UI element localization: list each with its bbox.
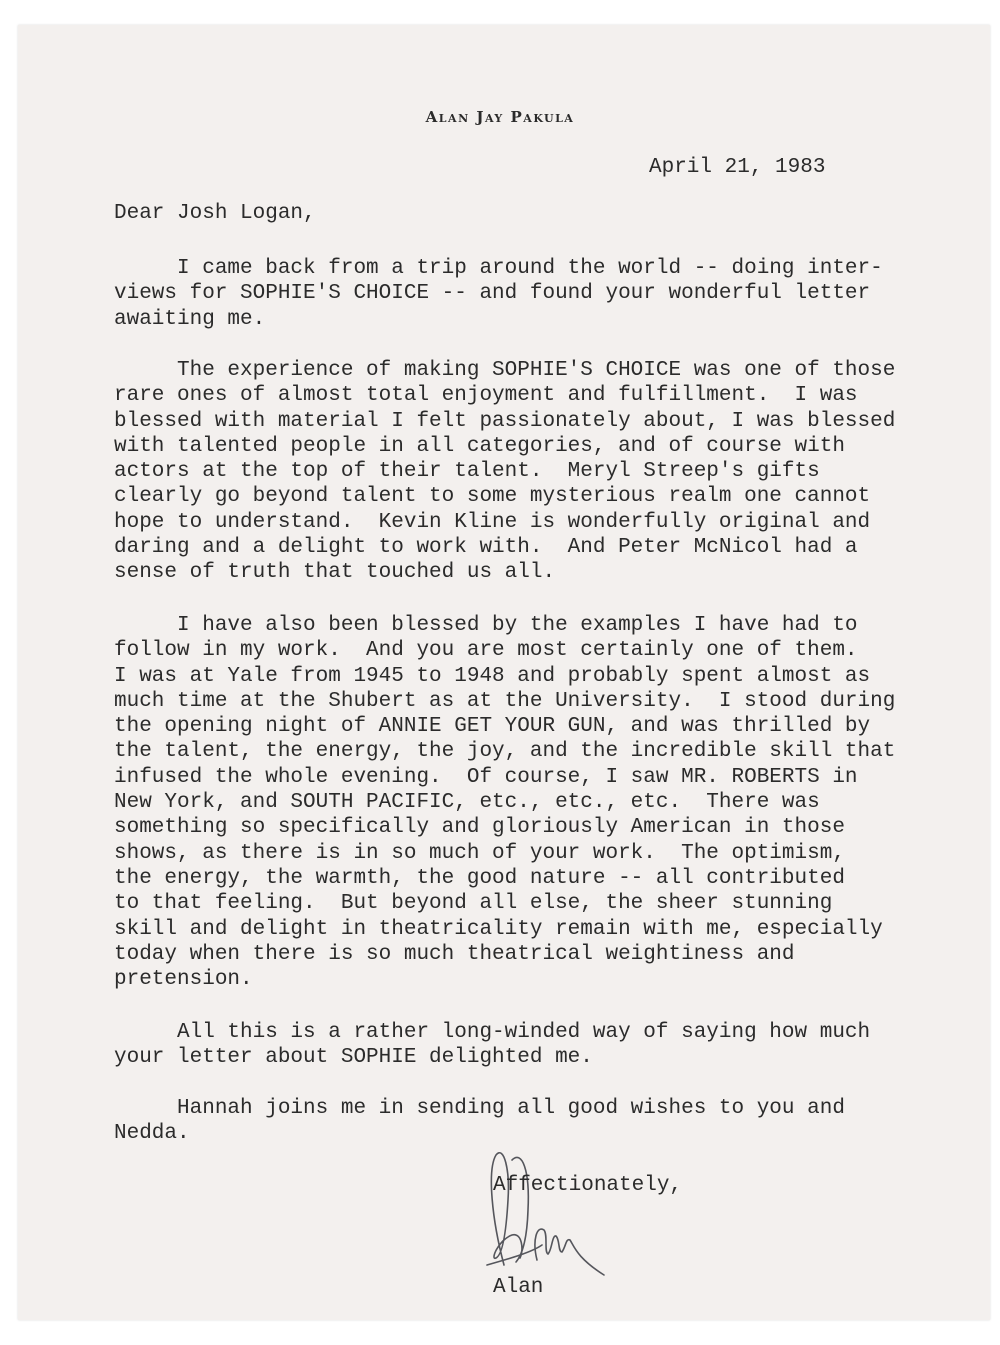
text-line: sense of truth that touched us all. (114, 561, 556, 585)
text-line: hope to understand. Kevin Kline is wonderfully original and (114, 510, 871, 534)
signed-name: Alan (493, 1276, 544, 1299)
text-line: skill and delight in theatricality remain with me, especially (114, 917, 883, 941)
text-line: I have also been blessed by the examples I have had to (114, 614, 858, 637)
handwritten-signature (482, 1140, 622, 1290)
text-line: I was at Yale from 1945 to 1948 and probably spent almost as (114, 664, 871, 688)
paragraph-2 (114, 358, 895, 586)
text-line: much time at the Shubert as at the University. I stood during (114, 689, 896, 713)
letterhead: Alan Jay Pakula (425, 108, 575, 126)
text-line: blessed with material I felt passionately about, I was blessed (114, 409, 896, 433)
text-line: shows, as there is in so much of your work. The optimism, (114, 841, 845, 865)
text-line: something so specifically and gloriously American in those (114, 816, 845, 840)
paragraph-4 (114, 1020, 870, 1071)
text-line: actors at the top of their talent. Meryl Streep's gifts (114, 460, 820, 484)
text-line: pretension. (114, 968, 253, 992)
paragraph-3 (114, 613, 895, 992)
letter-date: April 21, 1983 (649, 156, 826, 179)
text-line: with talented people in all categories, and of course with (114, 434, 845, 458)
text-line: New York, and SOUTH PACIFIC, etc., etc., etc. There was (114, 791, 820, 815)
text-line: rare ones of almost total enjoyment and fulfillment. I was (114, 384, 858, 408)
text-line: infused the whole evening. Of course, I saw MR. ROBERTS in (114, 765, 858, 789)
text-line: follow in my work. And you are most certainly one of them. (114, 639, 858, 663)
text-line: Nedda. (114, 1122, 190, 1146)
text-line: the energy, the warmth, the good nature -- all contributed (114, 866, 845, 890)
text-line: to that feeling. But beyond all else, the sheer stunning (114, 892, 833, 916)
text-line: your letter about SOPHIE delighted me. (114, 1046, 593, 1070)
text-line: awaiting me. (114, 307, 266, 331)
text-line: Hannah joins me in sending all good wishes to you and (114, 1097, 845, 1120)
text-line: the talent, the energy, the joy, and the incredible skill that (114, 740, 896, 764)
text-line: All this is a rather long-winded way of saying how much (114, 1021, 871, 1044)
closing: Affectionately, (493, 1174, 683, 1197)
text-line: today when there is so much theatrical weightiness and (114, 942, 795, 966)
paragraph-5 (114, 1096, 845, 1147)
paragraph-1 (114, 256, 883, 332)
text-line: daring and a delight to work with. And Peter McNicol had a (114, 536, 858, 560)
text-line: The experience of making SOPHIE'S CHOICE was one of those (114, 359, 896, 382)
text-line: clearly go beyond talent to some mysterious realm one cannot (114, 485, 871, 509)
text-line: views for SOPHIE'S CHOICE -- and found your wonderful letter (114, 282, 871, 306)
text-line: the opening night of ANNIE GET YOUR GUN, and was thrilled by (114, 715, 871, 739)
text-line: I came back from a trip around the world -- doing inter- (114, 257, 883, 280)
salutation: Dear Josh Logan, (114, 202, 316, 225)
